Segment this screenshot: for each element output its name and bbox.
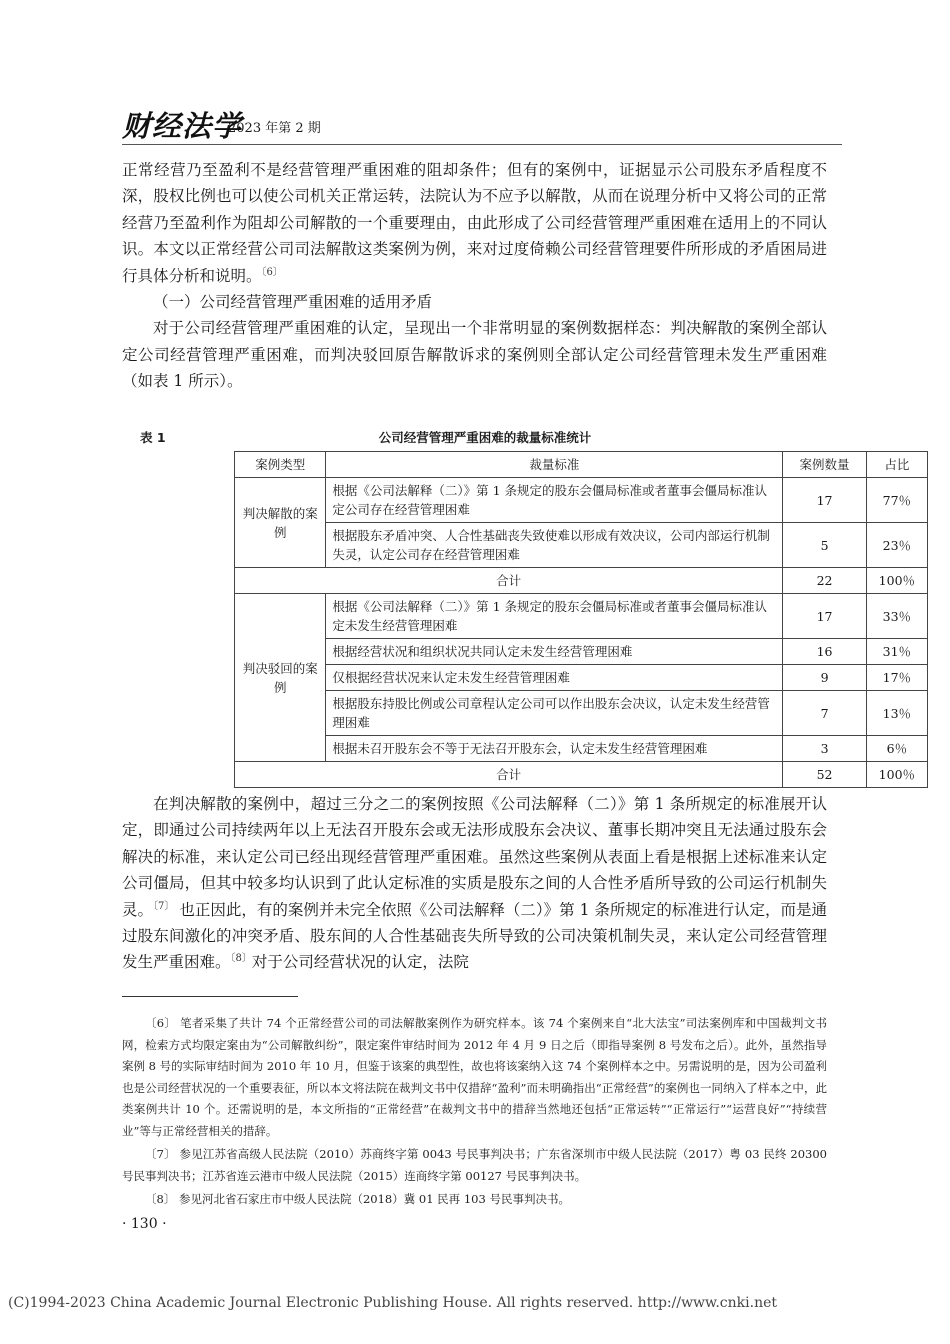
standard-cell: 根据股东持股比例或公司章程认定公司可以作出股东会决议，认定未发生经营管理困难 [326, 691, 783, 736]
standard-cell: 仅根据经营状况来认定未发生经营管理困难 [326, 665, 783, 691]
footnote: 〔7〕 参见江苏省高级人民法院（2010）苏商终字第 0043 号民事判决书；广东省深圳市中级人民法院（2017）粤 03 民终 20300 号民事判决书；江苏省连云港市中级人民法院（2015）连商终字第 00127 号民事判决书。 [122, 1147, 827, 1183]
count-cell: 3 [783, 736, 866, 762]
paragraph: 对于公司经营管理严重困难的认定，呈现出一个非常明显的案例数据样态：判决解散的案例全部认定公司经营管理严重困难，而判决驳回原告解散诉求的案例则全部认定公司经营管理未发生严重困难（如表 1 所示）。 [122, 319, 827, 391]
total-count: 22 [783, 568, 866, 594]
running-header [122, 104, 842, 145]
total-row [235, 762, 928, 788]
count-cell: 16 [783, 639, 866, 665]
count-cell: 17 [783, 594, 866, 639]
header-cell: 占比 [866, 452, 927, 478]
table-row [235, 639, 928, 665]
standard-cell: 根据《公司法解释（二）》第 1 条规定的股东会僵局标准或者董事会僵局标准认定未发生经营管理困难 [326, 594, 783, 639]
header-cell: 裁量标准 [326, 452, 783, 478]
header-cell: 案例类型 [235, 452, 326, 478]
table-title: 公司经营管理严重困难的裁量标准统计 [378, 430, 592, 445]
total-label: 合计 [235, 568, 783, 594]
header-cell: 案例数量 [783, 452, 866, 478]
group-label: 判决驳回的案例 [235, 594, 326, 762]
table-header-row [235, 452, 928, 478]
footnote-ref-8[interactable]: 〔8〕 [230, 953, 252, 965]
pct-cell: 33％ [866, 594, 927, 639]
section-heading: （一）公司经营管理严重困难的适用矛盾 [153, 293, 433, 312]
table-row [235, 594, 928, 639]
table-row [235, 691, 928, 736]
pct-cell: 17％ [866, 665, 927, 691]
total-label: 合计 [235, 762, 783, 788]
total-pct: 100％ [866, 762, 927, 788]
table-number: 表 1 [140, 430, 166, 445]
footnote: 〔8〕 参见河北省石家庄市中级人民法院（2018）冀 01 民再 103 号民事判决书。 [145, 1192, 570, 1206]
count-cell: 9 [783, 665, 866, 691]
issue-label: 2023 年第 2 期 [228, 121, 321, 136]
body-text-top [122, 157, 827, 395]
count-cell: 7 [783, 691, 866, 736]
pct-cell: 31％ [866, 639, 927, 665]
copyright-notice: (C)1994-2023 China Academic Journal Electronic Publishing House. All rights reserved. http://www.cnki.net [8, 1295, 778, 1311]
standard-cell: 根据股东矛盾冲突、人合性基础丧失致使难以形成有效决议，公司内部运行机制失灵，认定公司存在经营管理困难 [326, 523, 783, 568]
table-row [235, 736, 928, 762]
body-text-bottom [122, 791, 827, 976]
standard-cell: 根据《公司法解释（二）》第 1 条规定的股东会僵局标准或者董事会僵局标准认定公司存在经营管理困难 [326, 478, 783, 523]
paragraph: 正常经营乃至盈利不是经营管理严重困难的阻却条件；但有的案例中，证据显示公司股东矛盾程度不深，股权比例也可以使公司机关正常运转，法院认为不应予以解散，从而在说理分析中又将公司的正常经营乃至盈利作为阻却公司解散的一个重要理由，由此形成了公司经营管理严重困难在适用上的不同认识。本文以正常经营公司司法解散这类案例为例，来对过度倚赖公司经营管理要件所形成的矛盾困局进行具体分析和说明。$^{〔6〕}$ [122, 161, 827, 285]
journal-logo: 财经法学 [122, 109, 243, 143]
total-count: 52 [783, 762, 866, 788]
table-row [235, 665, 928, 691]
group-label: 判决解散的案例 [235, 478, 326, 568]
footnote-ref-6[interactable]: 〔6〕 [261, 266, 283, 278]
table-row [235, 523, 928, 568]
footnote: 〔6〕 笔者采集了共计 74 个正常经营公司的司法解散案例作为研究样本。该 74 个案例来自“北大法宝”司法案例库和中国裁判文书网，检索方式均限定案由为“公司解散纠纷”，限定案件审结时间为 2012 年 4 月 9 日之后（即指导案例 8 号发布之后）。此外，虽然指导案例 8 号的实际审结时间为 2010 年 10 月，但鉴于该案的典型性，故也将该案纳入这 74 个案例样本之中。另需说明的是，因为公司盈利也是公司经营状况的一个重要表征，所以本文将法院在裁判文书中仅措辞“盈利”而未明确指出“正常经营”的案例也一同纳入了样本之中，此类案例共计 10 个。还需说明的是，本文所指的“正常经营”在裁判文书中的措辞当然地还包括“正常运转”“正常运行”“运营良好”“持续营业”等与正常经营相关的措辞。 [122, 1016, 827, 1138]
table-row [235, 478, 928, 523]
pct-cell: 13％ [866, 691, 927, 736]
paragraph: 在判决解散的案例中，超过三分之二的案例按照《公司法解释（二）》第 1 条所规定的标准展开认定，即通过公司持续两年以上无法召开股东会或无法形成股东会决议、董事长期冲突且无法通过股东会解决的标准，来认定公司已经出现经营管理严重困难。虽然这些案例从表面上看是根据上述标准来认定公司僵局，但其中较多均认识到了此认定标准的实质是股东之间的人合性矛盾所导致的公司运行机制失灵。$^{〔7〕}$ 也正因此，有的案例并未完全依照《公司法解释（二）》第 1 条所规定的标准进行认定，而是通过股东间激化的冲突矛盾、股东间的人合性基础丧失所导致的公司决策机制失灵，来认定公司经营管理发生严重困难。$^{〔8〕}$对于公司经营状况的认定，法院 [122, 795, 827, 972]
page-number: · 130 · [122, 1216, 167, 1232]
data-table [234, 451, 928, 788]
standard-cell: 根据未召开股东会不等于无法召开股东会，认定未发生经营管理困难 [326, 736, 783, 762]
footnotes [122, 1013, 827, 1213]
standard-cell: 根据经营状况和组织状况共同认定未发生经营管理困难 [326, 639, 783, 665]
footnote-ref-7[interactable]: 〔7〕 [153, 900, 175, 912]
pct-cell: 77％ [866, 478, 927, 523]
total-row [235, 568, 928, 594]
pct-cell: 6％ [866, 736, 927, 762]
total-pct: 100％ [866, 568, 927, 594]
pct-cell: 23％ [866, 523, 927, 568]
footnote-divider [122, 996, 298, 997]
count-cell: 17 [783, 478, 866, 523]
count-cell: 5 [783, 523, 866, 568]
